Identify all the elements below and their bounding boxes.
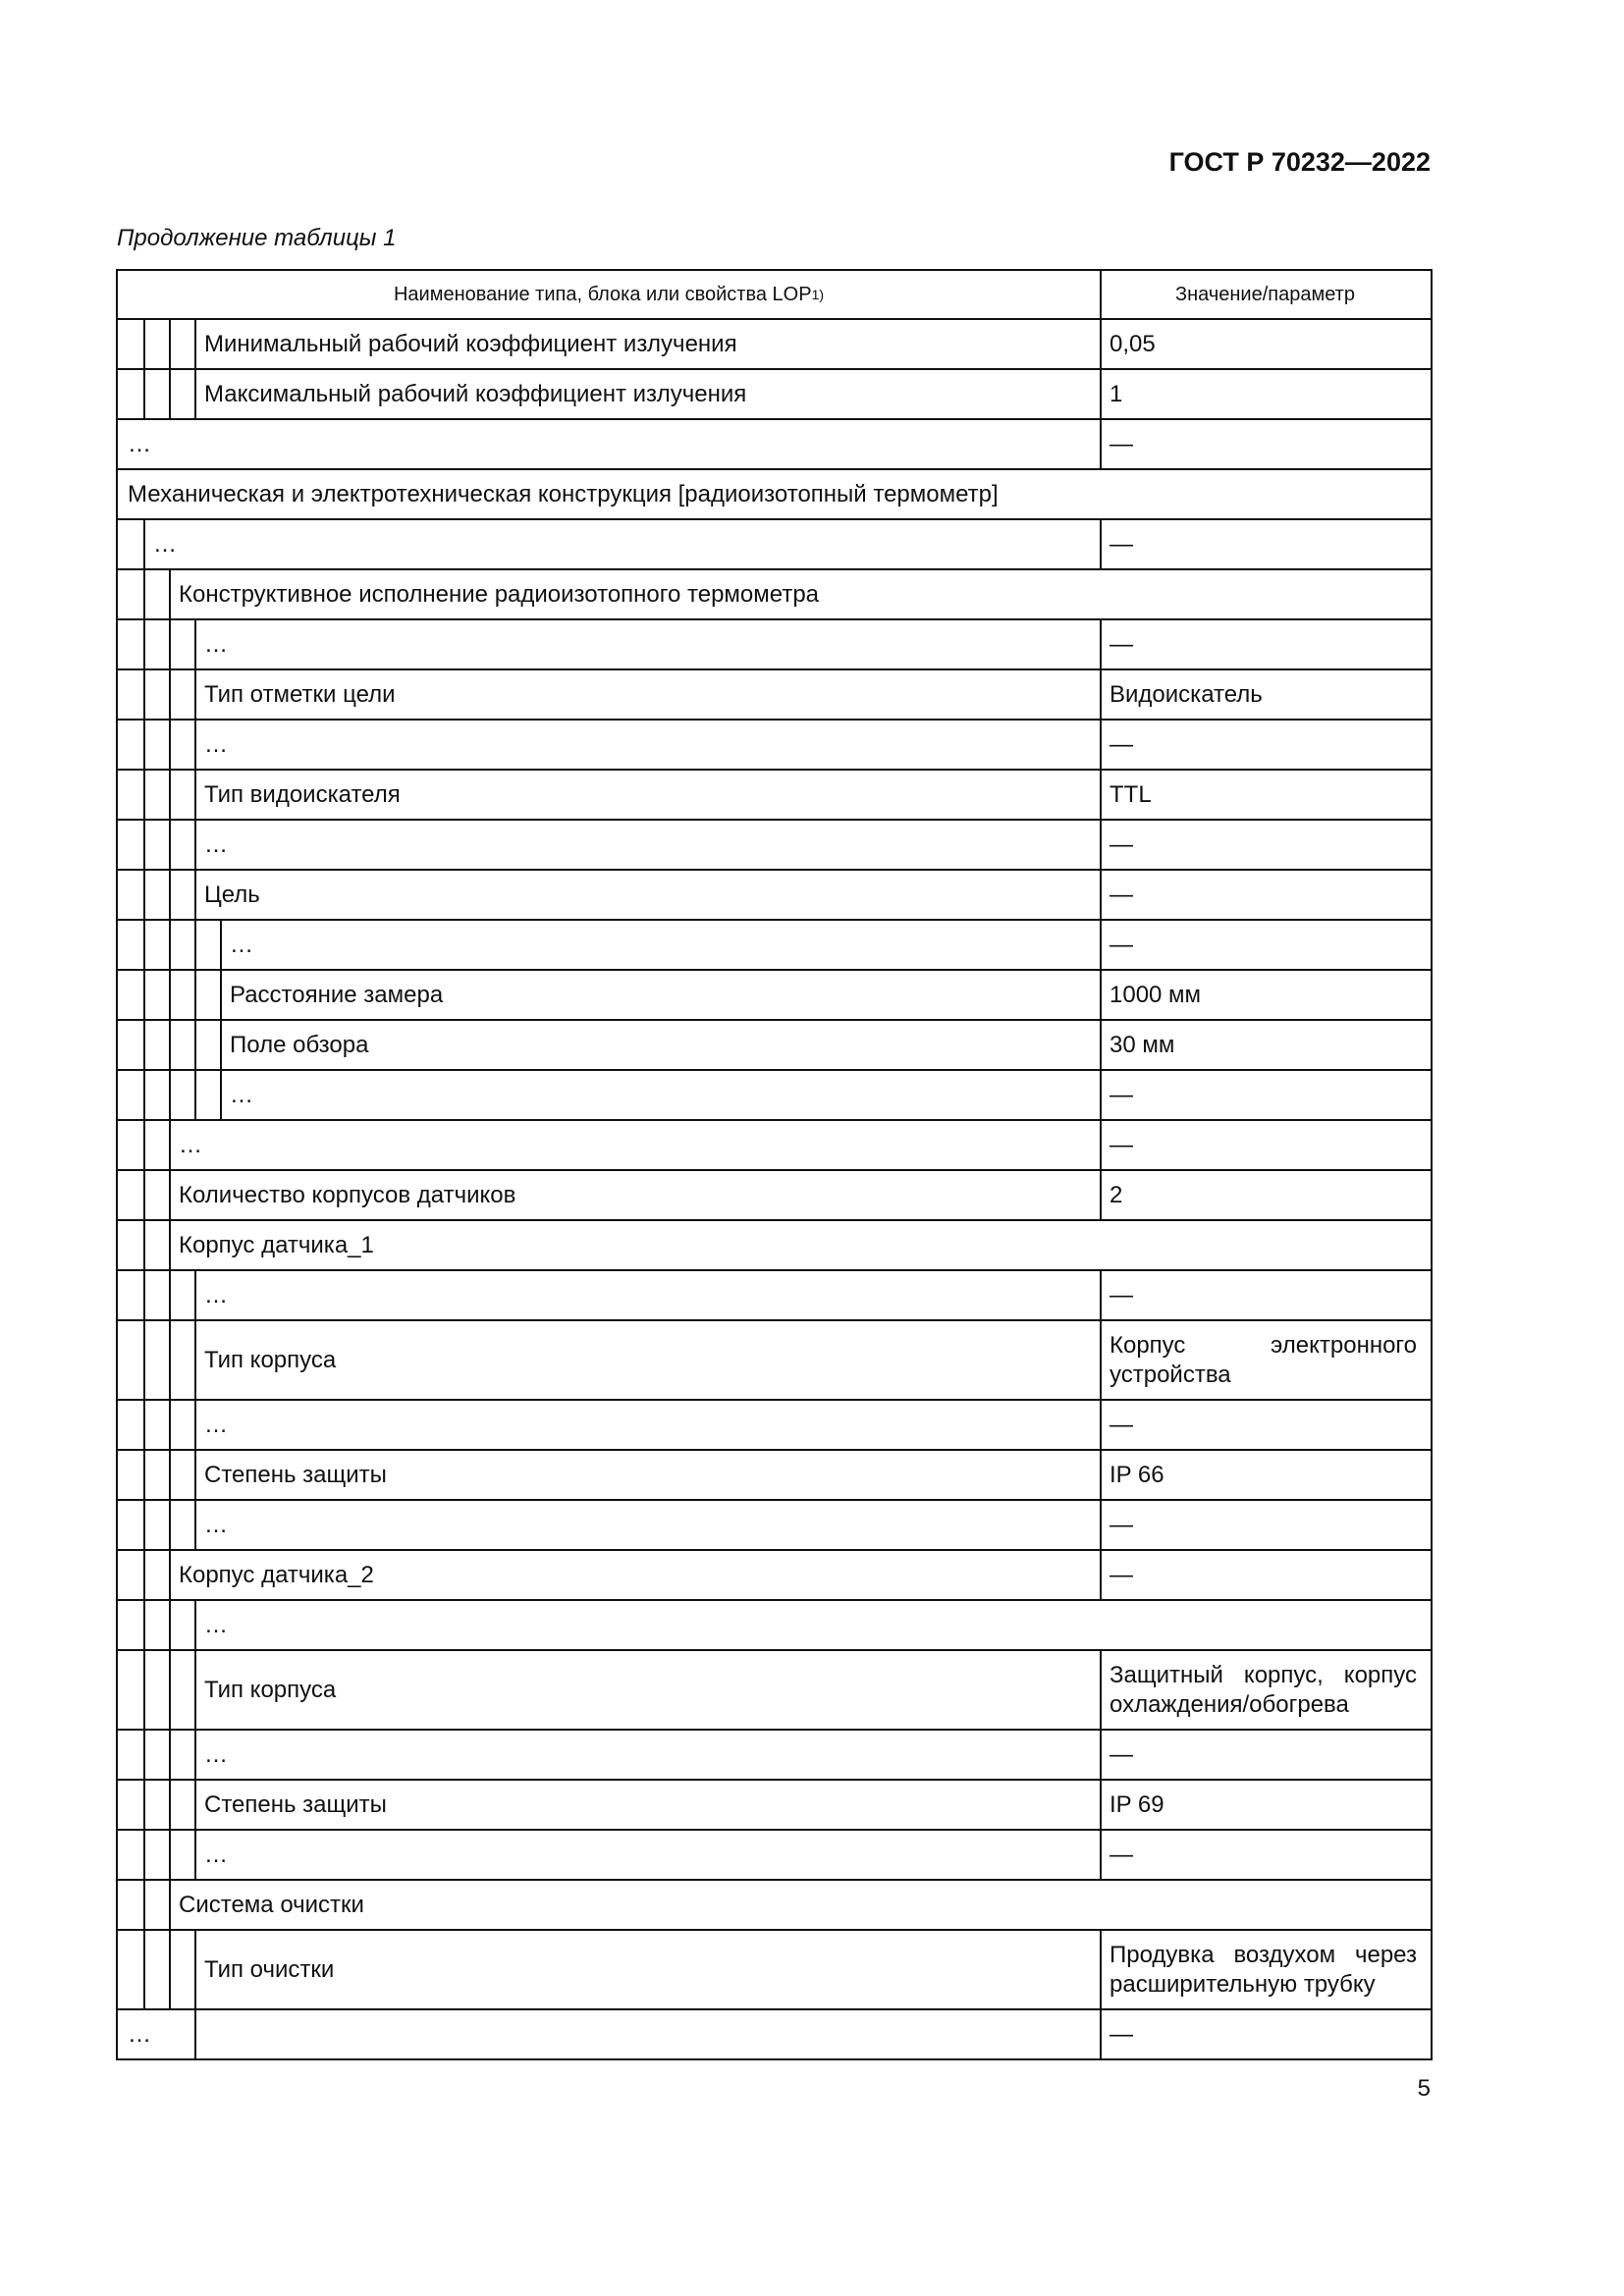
indent-line [194, 1731, 196, 1779]
indent-line [194, 370, 196, 418]
row-name: … [204, 630, 228, 658]
column-divider [1100, 771, 1102, 819]
row-name: Минимальный рабочий коэффициент излучения [204, 330, 737, 357]
column-divider [1100, 871, 1102, 919]
column-divider [1100, 1731, 1102, 1779]
row-name: Тип корпуса [204, 1346, 337, 1373]
indent-line [169, 1021, 171, 1069]
indent-line [143, 1501, 145, 1549]
indent-line [143, 370, 145, 418]
row-value: 0,05 [1110, 330, 1156, 357]
column-divider [1100, 1551, 1102, 1599]
row-name: … [204, 1841, 228, 1868]
indent-line [194, 670, 196, 719]
row-name: Цель [204, 881, 260, 908]
table-row [116, 1501, 1433, 1551]
table-row [116, 1881, 1433, 1931]
indent-line [143, 921, 145, 969]
indent-line [169, 1451, 171, 1499]
indent-line [143, 771, 145, 819]
row-name: Тип корпуса [204, 1676, 337, 1703]
indent-line [194, 1831, 196, 1879]
indent-line [169, 721, 171, 769]
row-name: … [204, 1411, 228, 1438]
row-value: TTL [1110, 780, 1152, 808]
column-divider [1100, 370, 1102, 418]
indent-line [143, 1171, 145, 1219]
row-name: … [128, 2020, 151, 2048]
indent-line [169, 821, 171, 869]
table-row [116, 1601, 1433, 1651]
indent-line [169, 1881, 171, 1929]
row-name: Тип очистки [204, 1955, 335, 1983]
indent-line [169, 871, 171, 919]
row-value: — [1110, 1131, 1133, 1158]
table-row [116, 370, 1433, 420]
table-row [116, 1451, 1433, 1501]
indent-line [169, 1271, 171, 1319]
row-value: 1000 мм [1110, 981, 1202, 1008]
row-value: — [1110, 2020, 1133, 2048]
row-value: — [1110, 830, 1133, 858]
row-name: … [204, 1511, 228, 1538]
table-row [116, 1781, 1433, 1831]
column-divider [1100, 620, 1102, 668]
table-row [116, 520, 1433, 570]
table-row [116, 2010, 1433, 2060]
row-name: Количество корпусов датчиков [179, 1181, 516, 1208]
column-divider [1100, 2010, 1102, 2058]
indent-line [220, 1071, 222, 1119]
row-name: … [153, 530, 177, 558]
indent-line [169, 1831, 171, 1879]
indent-line [143, 1731, 145, 1779]
table-row [116, 1831, 1433, 1881]
indent-line [194, 721, 196, 769]
row-value: Продувка воздухом через расширительную трубку [1110, 1941, 1417, 1998]
indent-line [169, 1651, 171, 1729]
indent-line [143, 520, 145, 568]
column-divider [1100, 1451, 1102, 1499]
column-divider [1100, 1931, 1102, 2008]
table-row [116, 1271, 1433, 1321]
indent-line [143, 1451, 145, 1499]
table-header-row [116, 269, 1433, 320]
indent-line [194, 971, 196, 1019]
row-value: — [1110, 881, 1133, 908]
row-value: — [1110, 1511, 1133, 1538]
indent-line [143, 1271, 145, 1319]
table-row [116, 470, 1433, 520]
indent-line [143, 1551, 145, 1599]
indent-line [143, 1071, 145, 1119]
row-value: IP 69 [1110, 1790, 1164, 1818]
row-name: … [204, 830, 228, 858]
indent-line [169, 620, 171, 668]
row-name: … [230, 1081, 253, 1108]
indent-line [169, 1601, 171, 1649]
indent-line [220, 1021, 222, 1069]
column-divider [1100, 1171, 1102, 1219]
indent-line [169, 1931, 171, 2008]
row-name: Корпус датчика_2 [179, 1561, 374, 1588]
table-row [116, 1931, 1433, 2010]
indent-line [169, 320, 171, 368]
row-name: Корпус датчика_1 [179, 1231, 374, 1258]
indent-line [169, 1551, 171, 1599]
column-divider [1100, 1831, 1102, 1879]
indent-line [220, 971, 222, 1019]
column-divider [1100, 921, 1102, 969]
table-row [116, 1021, 1433, 1071]
indent-line [143, 1831, 145, 1879]
column-divider [1100, 971, 1102, 1019]
indent-line [169, 771, 171, 819]
table-row [116, 1221, 1433, 1271]
indent-line [194, 1021, 196, 1069]
row-value: — [1110, 430, 1133, 457]
row-name: Конструктивное исполнение радиоизотопного термометра [179, 580, 820, 608]
table-row [116, 771, 1433, 821]
indent-line [194, 771, 196, 819]
row-value: 2 [1110, 1181, 1123, 1208]
column-divider [1100, 520, 1102, 568]
indent-line [194, 1601, 196, 1649]
indent-line [194, 871, 196, 919]
row-name: … [204, 1281, 228, 1308]
row-name: … [179, 1131, 202, 1158]
table-caption: Продолжение таблицы 1 [117, 225, 397, 251]
column-divider [1100, 1501, 1102, 1549]
indent-line [143, 721, 145, 769]
indent-line [169, 1501, 171, 1549]
column-divider [1100, 1071, 1102, 1119]
indent-line [143, 1221, 145, 1269]
indent-line [143, 670, 145, 719]
row-name: … [204, 1740, 228, 1768]
row-name: Тип отметки цели [204, 680, 396, 708]
row-name: Тип видоискателя [204, 780, 401, 808]
table-row [116, 620, 1433, 670]
indent-line [169, 570, 171, 618]
row-value: — [1110, 1281, 1133, 1308]
indent-line [143, 320, 145, 368]
row-value: — [1110, 1081, 1133, 1108]
table-row [116, 1071, 1433, 1121]
column-divider [1100, 1651, 1102, 1729]
row-name: Максимальный рабочий коэффициент излучения [204, 380, 747, 407]
indent-line [143, 570, 145, 618]
table-body [116, 320, 1433, 2060]
row-value: 1 [1110, 380, 1123, 407]
table-row [116, 570, 1433, 620]
column-divider [1100, 420, 1102, 468]
row-value: Видоискатель [1110, 680, 1263, 708]
row-name: Механическая и электротехническая конструкция [радиоизотопный термометр] [128, 480, 999, 507]
indent-line [194, 1071, 196, 1119]
indent-line [194, 1321, 196, 1399]
indent-line [169, 1321, 171, 1399]
row-name: Степень защиты [204, 1790, 387, 1818]
row-value: IP 66 [1110, 1461, 1164, 1488]
indent-line [169, 921, 171, 969]
indent-line [169, 370, 171, 418]
column-divider [1100, 320, 1102, 368]
indent-line [194, 1451, 196, 1499]
indent-line [194, 1401, 196, 1449]
row-value: — [1110, 1740, 1133, 1768]
row-value: 30 мм [1110, 1031, 1175, 1058]
page-number: 5 [1417, 2075, 1431, 2102]
indent-line [143, 1931, 145, 2008]
indent-line [169, 670, 171, 719]
indent-line [194, 1501, 196, 1549]
document-number: ГОСТ Р 70232—2022 [1168, 147, 1431, 177]
column-divider [1100, 1401, 1102, 1449]
indent-line [194, 1651, 196, 1729]
row-name: … [128, 430, 151, 457]
table-row [116, 1171, 1433, 1221]
indent-line [194, 1781, 196, 1829]
table-row [116, 871, 1433, 921]
column-divider [1100, 1271, 1102, 1319]
column-divider [1100, 721, 1102, 769]
row-name: Степень защиты [204, 1461, 387, 1488]
indent-line [194, 620, 196, 668]
indent-line [143, 871, 145, 919]
indent-line [194, 1931, 196, 2008]
table-row [116, 1651, 1433, 1731]
row-name: Система очистки [179, 1891, 364, 1918]
row-name: Расстояние замера [230, 981, 444, 1008]
indent-line [194, 320, 196, 368]
indent-line [143, 1021, 145, 1069]
indent-line [169, 971, 171, 1019]
indent-line [143, 821, 145, 869]
row-value: — [1110, 1411, 1133, 1438]
indent-line [220, 921, 222, 969]
indent-line [169, 1071, 171, 1119]
column-header-value: Значение/параметр [1175, 284, 1355, 305]
column-divider [1100, 670, 1102, 719]
row-name: … [204, 1611, 228, 1638]
indent-line [169, 1401, 171, 1449]
table-row [116, 1321, 1433, 1401]
indent-line [143, 971, 145, 1019]
row-name: … [230, 931, 253, 958]
column-divider [1100, 1121, 1102, 1169]
indent-line [143, 1781, 145, 1829]
row-value: — [1110, 630, 1133, 658]
indent-line [194, 921, 196, 969]
table-row [116, 420, 1433, 470]
row-name: … [204, 730, 228, 758]
row-value: — [1110, 1561, 1133, 1588]
indent-line [194, 821, 196, 869]
row-value: — [1110, 1841, 1133, 1868]
column-divider [1100, 1781, 1102, 1829]
row-value: Корпус электронного устройства [1110, 1331, 1417, 1388]
indent-line [143, 1601, 145, 1649]
indent-line [169, 1731, 171, 1779]
indent-line [143, 1401, 145, 1449]
table-row [116, 1551, 1433, 1601]
table-row [116, 971, 1433, 1021]
table-row [116, 1121, 1433, 1171]
table-row [116, 821, 1433, 871]
indent-line [169, 1121, 171, 1169]
indent-line [169, 1781, 171, 1829]
row-value: — [1110, 730, 1133, 758]
row-value: Защитный корпус, корпус охлаждения/обогрева [1110, 1661, 1417, 1718]
indent-line [143, 1321, 145, 1399]
column-header-name: Наименование типа, блока или свойства LOP 1) [118, 271, 1100, 318]
table-row [116, 320, 1433, 370]
table-row [116, 721, 1433, 771]
indent-line [143, 1121, 145, 1169]
indent-line [194, 1271, 196, 1319]
parameter-table [116, 269, 1433, 2060]
column-divider [1100, 821, 1102, 869]
row-value: — [1110, 931, 1133, 958]
row-value: — [1110, 530, 1133, 558]
indent-line [143, 1881, 145, 1929]
table-row [116, 670, 1433, 721]
indent-line [169, 1171, 171, 1219]
indent-line [143, 1651, 145, 1729]
row-name: Поле обзора [230, 1031, 369, 1058]
column-header-name-text: Наименование типа, блока или свойства LOP [393, 284, 812, 305]
indent-line [143, 620, 145, 668]
column-divider [1100, 1021, 1102, 1069]
table-row [116, 1401, 1433, 1451]
indent-line [169, 1221, 171, 1269]
column-divider [1100, 1321, 1102, 1399]
table-row [116, 1731, 1433, 1781]
table-row [116, 921, 1433, 971]
